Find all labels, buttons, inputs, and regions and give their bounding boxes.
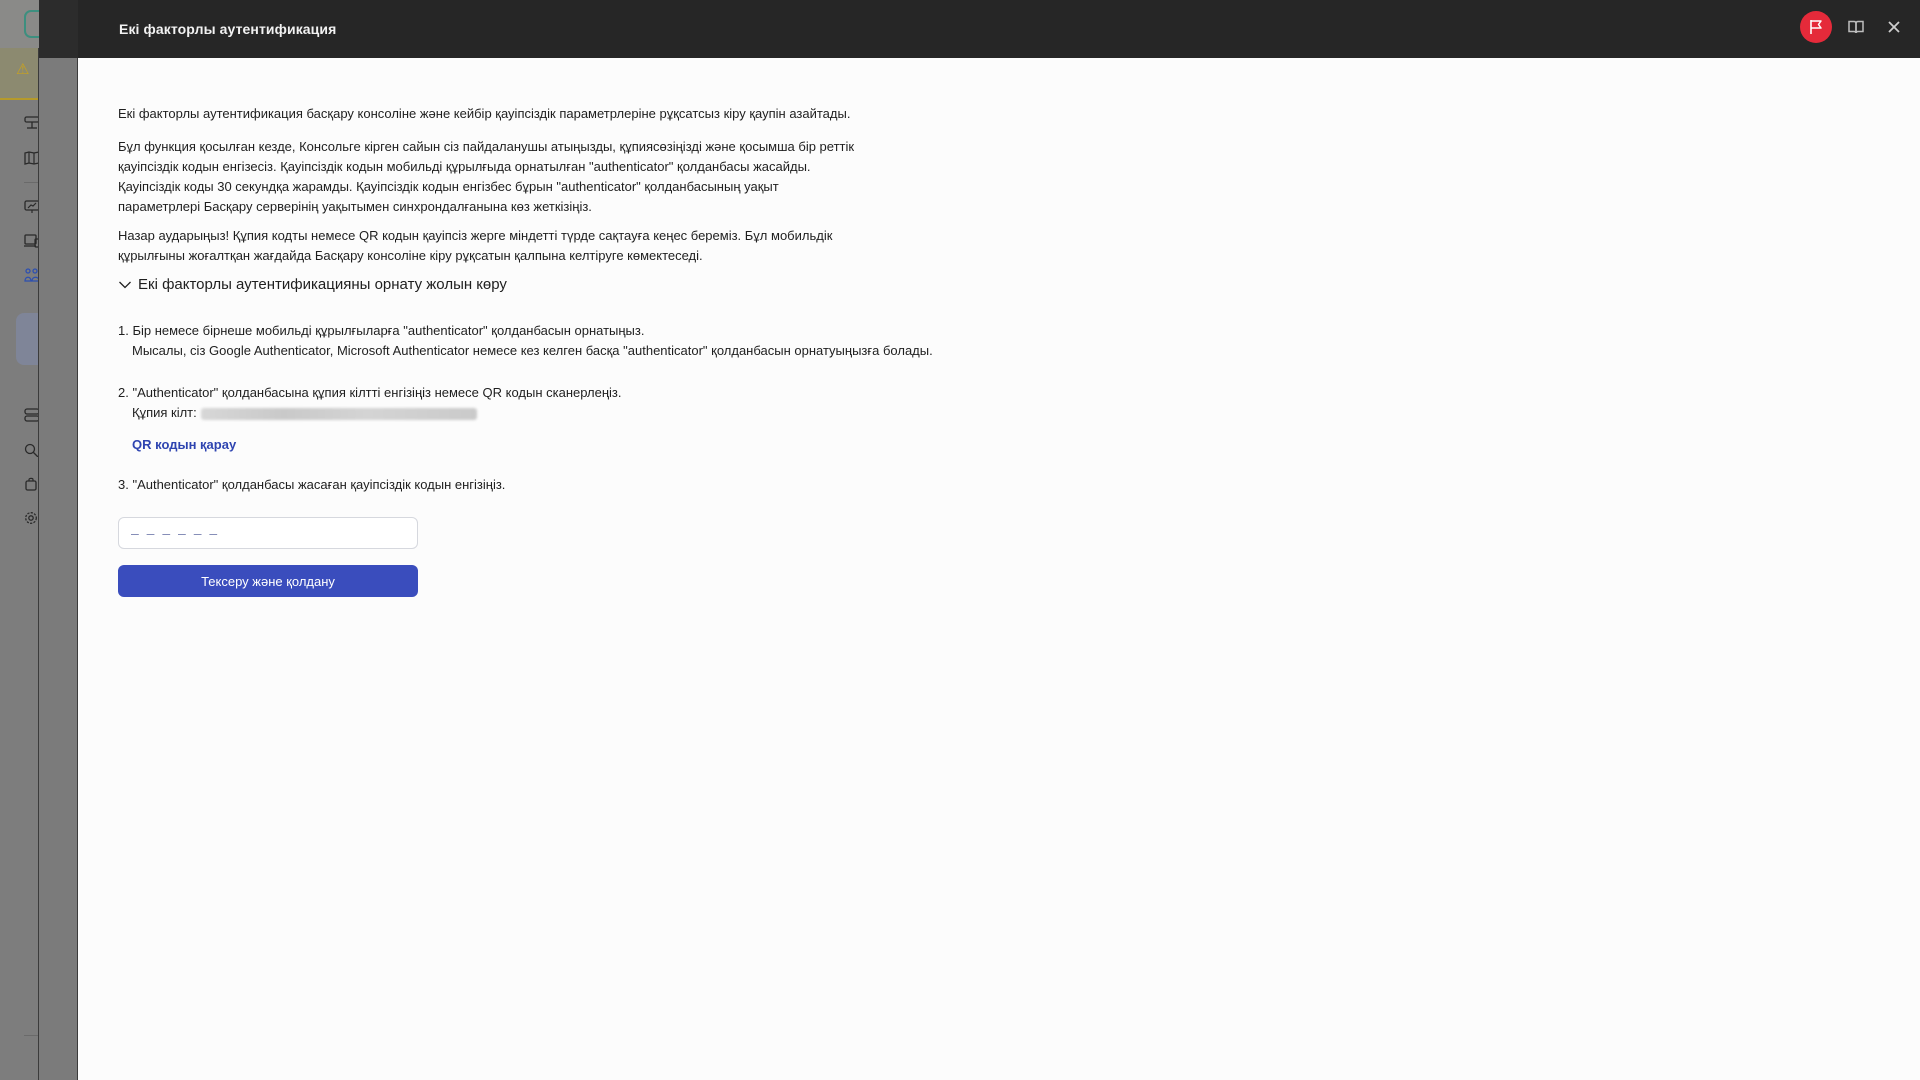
drawer-body <box>78 58 1920 1080</box>
flag-icon <box>1809 19 1823 35</box>
step-1-text: 1. Бір немесе бірнеше мобильді құрылғыларға "authenticator" қолданбасын орнатыңыз. <box>118 323 645 338</box>
setup-step-2 <box>118 383 1880 455</box>
close-button[interactable] <box>1880 13 1908 41</box>
sidebar-divider <box>24 1035 38 1036</box>
setup-instructions-label: Екі факторлы аутентификацияны орнату жолын көру <box>138 276 507 293</box>
chevron-down-icon <box>118 280 132 290</box>
book-icon <box>1848 20 1864 34</box>
two-factor-drawer <box>39 0 1920 1080</box>
drawer-title: Екі факторлы аутентификация <box>119 21 337 37</box>
header-actions <box>1800 11 1908 43</box>
step-3-text: 3. "Authenticator" қолданбасы жасаған қауіпсіздік кодын енгізіңіз. <box>118 477 506 492</box>
security-code-input[interactable] <box>118 517 418 549</box>
drawer-header <box>39 0 1920 58</box>
warning-icon: ⚠ <box>16 61 30 78</box>
setup-step-3 <box>118 475 1880 495</box>
drawer-body-wrap <box>39 58 1920 1080</box>
sidebar-divider <box>24 182 38 183</box>
setup-step-1 <box>118 321 1880 361</box>
feedback-button[interactable] <box>1800 11 1832 43</box>
warning-paragraph: Назар аударыңыз! Құпия кодты немесе QR кодын қауіпсіз жерге міндетті түрде сақтауға кеңес береміз. Бұл мобильдік құрылғыны жоғалтқан жағдайда Басқару консоліне кіру рұқсатын қалпына келтіруге көмектеседі. <box>118 228 833 263</box>
description-paragraph: Бұл функция қосылған кезде, Консольге кірген сайын сіз пайдаланушы атыңызды, құпиясөзіңізді және қосымша бір реттік қауіпсіздік кодын енгізесіз. Қауіпсіздік кодын мобильді құрылғыда орнатылған "authenticator" қолданбасы жасайды. Қауіпсіздік коды 30 секундқа жарамды. Қауіпсіздік кодын енгізбес бұрын "authenticator" қолданбасының уақыт параметрлері Басқару серверінің уақытымен синхрондалғанына көз жеткізіңіз. <box>118 139 855 214</box>
verify-and-apply-button[interactable]: Тексеру және қолдану <box>118 565 418 597</box>
secret-key-row <box>118 403 1880 423</box>
help-button[interactable] <box>1842 13 1870 41</box>
close-icon <box>1887 20 1901 34</box>
secret-key-value-redacted <box>201 408 477 420</box>
step-2-text: 2. "Authenticator" қолданбасына құпия кілтті енгізіңіз немесе QR кодын сканерлеңіз. <box>118 385 622 400</box>
step-1-example: Мысалы, сіз Google Authenticator, Microsoft Authenticator немесе кез келген басқа "authenticator" қолданбасын орнатуыңызға болады. <box>132 343 933 358</box>
drawer-gutter <box>39 58 78 1080</box>
intro-text: Екі факторлы аутентификация басқару консоліне және кейбір қауіпсіздік параметрлеріне рұқсатсыз кіру қаупін азайтады. <box>118 106 851 121</box>
view-qr-code-link[interactable]: QR кодын қарау <box>132 437 237 452</box>
header-shade <box>39 0 78 58</box>
sidebar-selected-item <box>16 313 40 365</box>
setup-instructions-toggle[interactable] <box>118 275 507 295</box>
secret-key-label: Құпия кілт: <box>132 405 197 420</box>
